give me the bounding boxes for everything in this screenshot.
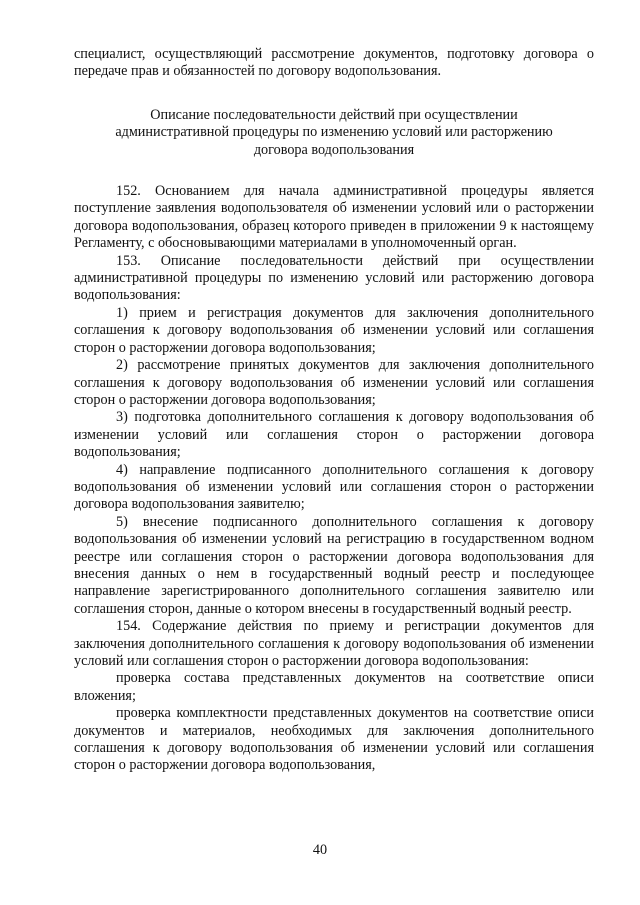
paragraph-154: 154. Содержание действия по приему и регистрации документов для заключения дополнительного соглашения к договору водопользования об изменении условий или соглашения сторон о расторжении договора водопользования: <box>74 618 594 669</box>
paragraph-152: 152. Основанием для начала административной процедуры является поступление заявления водопользователя об изменении условий или о расторжении договора водопользования, образец которого приведен в приложении 9 к настоящему Регламенту, с обосновывающими материалами в уполномоченный орган. <box>74 183 594 252</box>
top-paragraph: специалист, осуществляющий рассмотрение документов, подготовку договора о передаче прав и обязанностей по договору водопользования. <box>74 46 594 80</box>
check-item-1: проверка состава представленных документов на соответствие описи вложения; <box>74 670 594 704</box>
list-item-5: 5) внесение подписанного дополнительного соглашения к договору водопользования об изменении условий на регистрацию в государственном водном реестре или соглашения сторон о расторжении договора водопользования для внесения данных о нем в государственный водный реестр и последующее направление зарегистрированного дополнительного соглашения заявителю или соглашения сторон, данные о котором внесены в государственный водный реестр. <box>74 513 594 617</box>
list-item-2: 2) рассмотрение принятых документов для заключения дополнительного соглашения к договору водопользования об изменении условий или соглашения сторон о расторжении договора водопользования; <box>74 357 594 408</box>
paragraph-153: 153. Описание последовательности действий при осуществлении административной процедуры по изменению условий или расторжению договора водопользования: <box>74 252 594 304</box>
heading-line: Описание последовательности действий при осуществлении <box>150 106 518 123</box>
heading-line: договора водопользования <box>253 141 415 158</box>
list-item-1: 1) прием и регистрация документов для заключения дополнительного соглашения к договору водопользования об изменении условий или соглашения сторон о расторжении договора водопользования; <box>74 304 594 356</box>
section-heading <box>74 107 594 159</box>
heading-line: административной процедуры по изменению условий или расторжению <box>115 124 553 141</box>
page-number: 40 <box>312 842 328 858</box>
list-item-3: 3) подготовка дополнительного соглашения к договору водопользования об изменении условий или соглашения сторон о расторжении договора водопользования; <box>74 409 594 461</box>
check-item-2: проверка комплектности представленных документов на соответствие описи документов и материалов, необходимых для заключения дополнительного соглашения к договору водопользования об изменении условий или соглашения сторон о расторжении договора водопользования, <box>74 705 594 774</box>
list-item-4: 4) направление подписанного дополнительного соглашения к договору водопользования об изменении условий или соглашения сторон о расторжении договора водопользования заявителю; <box>74 461 594 513</box>
